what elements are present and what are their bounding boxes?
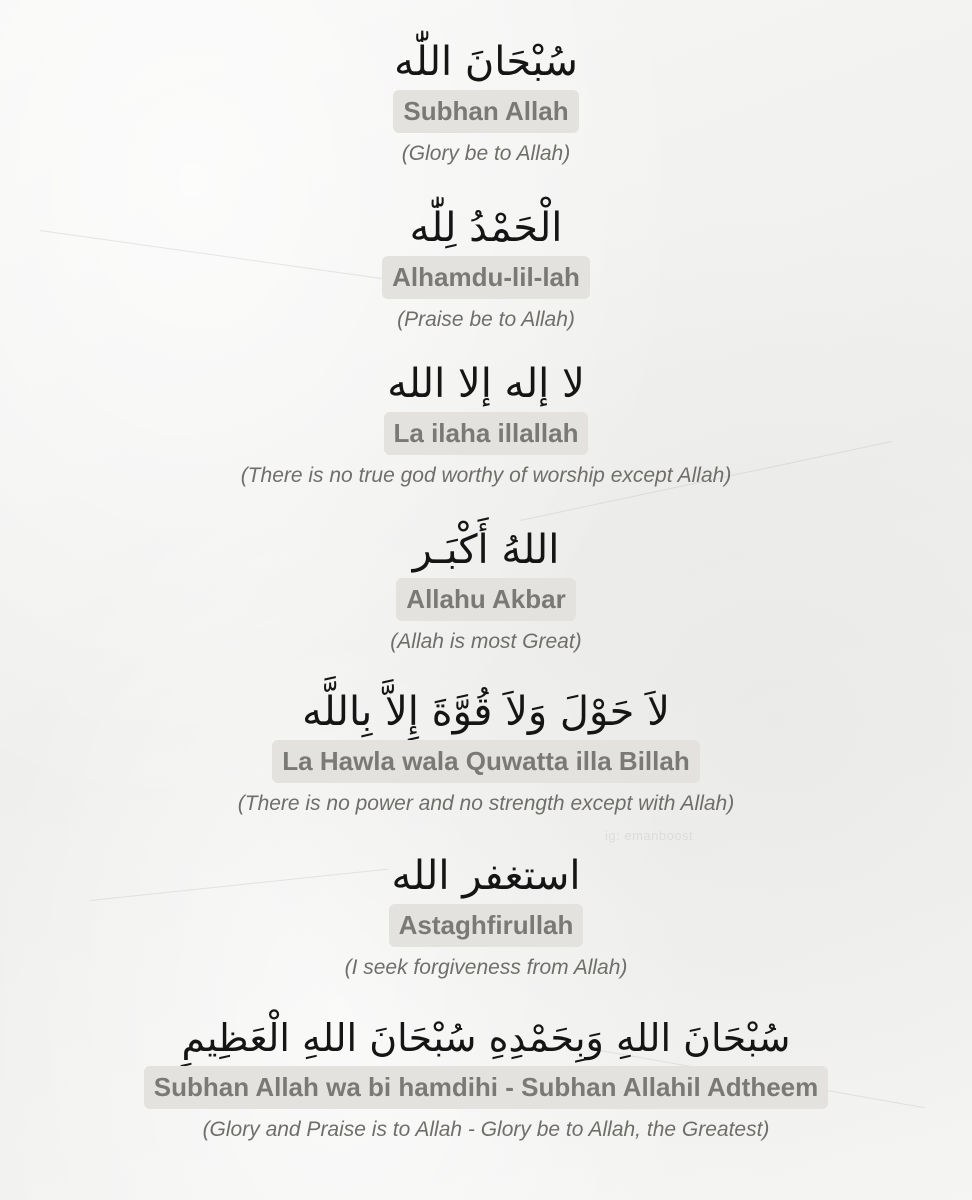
- transliteration-label: La Hawla wala Quwatta illa Billah: [272, 740, 699, 783]
- dhikr-entry-astaghfirullah: [0, 850, 972, 982]
- dhikr-entry-subhan-allah: [0, 36, 972, 168]
- arabic-text: سُبْحَانَ اللهِ وَبِحَمْدِهِ سُبْحَانَ اللهِ الْعَظِيمِ: [181, 1016, 791, 1060]
- arabic-text: اللهُ أَكْبَـر: [412, 527, 560, 573]
- arabic-text: استغفر الله: [391, 853, 581, 899]
- transliteration-label: Astaghfirullah: [389, 904, 584, 947]
- meaning-text: (Praise be to Allah): [397, 308, 575, 331]
- meaning-text: (Allah is most Great): [390, 630, 582, 653]
- transliteration-label: Allahu Akbar: [396, 578, 575, 621]
- dhikr-entry-la-ilaha-illallah: [0, 358, 972, 490]
- arabic-text: لا إله إلا الله: [387, 361, 585, 407]
- arabic-text: لاَ حَوْلَ وَلاَ قُوَّةَ إِلاَّ بِاللَّه: [302, 689, 670, 735]
- watermark: ig: emanboost: [605, 828, 694, 843]
- arabic-text: سُبْحَانَ اللّٰه: [394, 39, 578, 85]
- dhikr-entry-subhan-allah-wa-bihamdihi: [0, 1012, 972, 1144]
- transliteration-label: Subhan Allah wa bi hamdihi - Subhan Allahil Adtheem: [144, 1066, 829, 1109]
- transliteration-label: Subhan Allah: [393, 90, 578, 133]
- meaning-text: (Glory be to Allah): [401, 142, 571, 165]
- transliteration-label: La ilaha illallah: [384, 412, 589, 455]
- meaning-text: (There is no power and no strength except with Allah): [237, 792, 735, 815]
- meaning-text: (I seek forgiveness from Allah): [344, 956, 628, 979]
- meaning-text: (Glory and Praise is to Allah - Glory be to Allah, the Greatest): [202, 1118, 770, 1141]
- dhikr-entry-la-hawla: [0, 686, 972, 818]
- dhikr-entry-allahu-akbar: [0, 524, 972, 656]
- dhikr-entry-alhamdulillah: [0, 202, 972, 334]
- meaning-text: (There is no true god worthy of worship except Allah): [240, 464, 732, 487]
- arabic-text: الْحَمْدُ لِلّٰه: [409, 205, 563, 251]
- transliteration-label: Alhamdu-lil-lah: [382, 256, 590, 299]
